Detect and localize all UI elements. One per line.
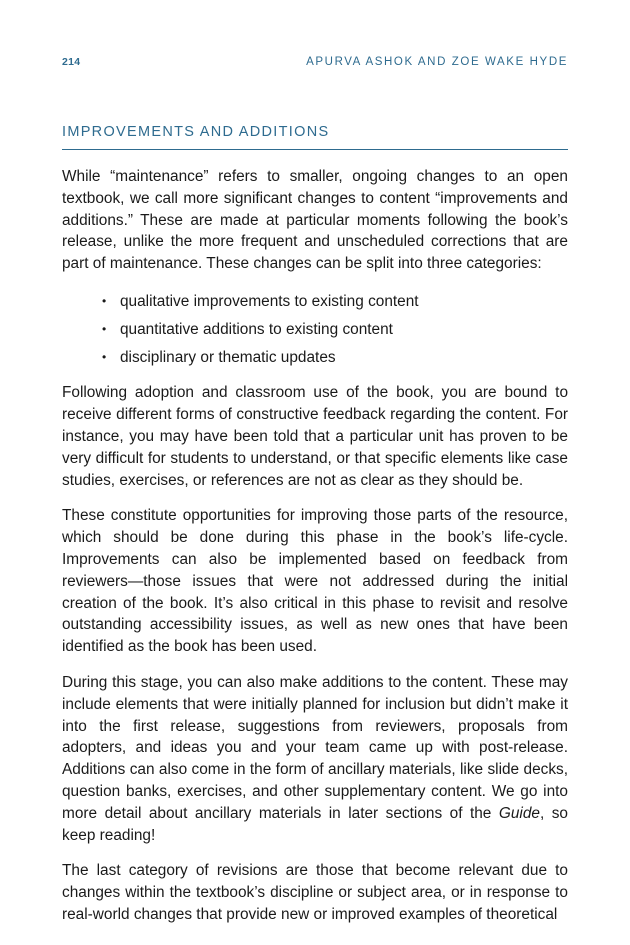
paragraph-4 [62,672,568,846]
section-heading: IMPROVEMENTS AND ADDITIONS [62,124,568,150]
paragraph-5: The last category of revisions are those that become relevant due to changes within the textbook’s discipline or subject area, or in response to real-world changes that provide new or improved examples of theoretical [62,862,568,923]
bullet-icon: • [102,321,107,336]
body-text [62,166,568,940]
list-item-text: disciplinary or thematic updates [120,348,336,366]
category-list [62,289,568,368]
paragraph-4-text-end: , so keep reading! [62,804,568,844]
bullet-icon: • [102,293,107,308]
page-number: 214 [62,56,81,68]
list-item [102,319,568,341]
paragraph-2: Following adoption and classroom use of the book, you are bound to receive different forms of constructive feedback regarding the content. For instance, you may have been told that a particular unit has proven to be very difficult for students to understand, or that specific elements like case studies, exercises, or references are not as clear as they should be. [62,384,568,489]
list-item-text: quantitative additions to existing content [120,320,393,338]
paragraph-3: These constitute opportunities for improving those parts of the resource, which should be done during this phase in the book’s life-cycle. Improvements can also be implemented based on feedback from reviewers—those issues that were not addressed during the initial creation of the book. It’s also critical in this phase to revisit and resolve outstanding accessibility issues, as well as new ones that have been identified as the book has been used. [62,507,568,656]
guide-title-italic: Guide [498,804,540,822]
paragraph-4-text-start: During this stage, you can also make additions to the content. These may include elements that were initially planned for inclusion but didn’t make it into the first release, suggestions from reviewers, proposals from adopters, and ideas you and your team came up with post-release. Additions can also come in the form of ancillary materials, like slide decks, question banks, exercises, and other supplementary content. We go into more detail about ancillary materials in later sections of the [62,673,568,822]
bullet-icon: • [102,349,107,364]
list-item-text: qualitative improvements to existing content [120,292,419,310]
running-header [62,56,568,72]
list-item [102,291,568,313]
running-title: APURVA ASHOK AND ZOE WAKE HYDE [306,56,568,68]
list-item [102,347,568,369]
paragraph-1: While “maintenance” refers to smaller, ongoing changes to an open textbook, we call more significant changes to content “improvements and additions.” These are made at particular moments following the book’s release, unlike the more frequent and unscheduled corrections that are part of maintenance. These changes can be split into three categories: [62,168,568,273]
